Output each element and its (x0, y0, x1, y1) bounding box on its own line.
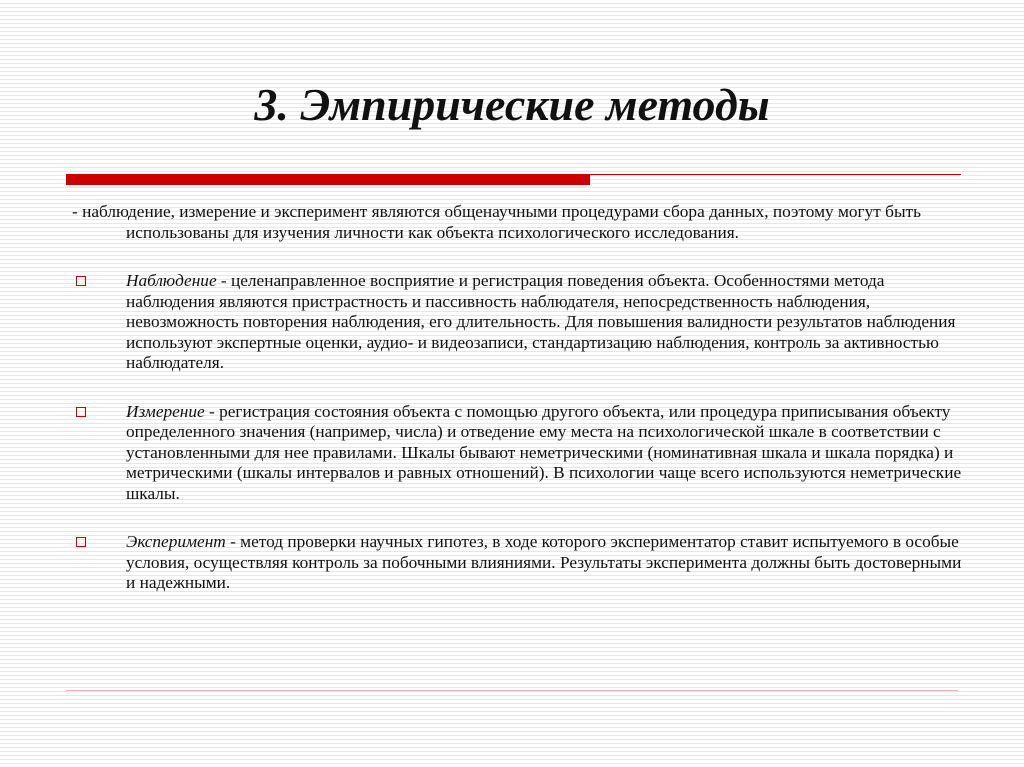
bullet-text: - целенаправленное восприятие и регистрация поведения объекта. Особенностями метода наблюдения являются пристрастность и пассивность наблюдателя, непосредственность наблюдения, невозможность повторения наблюдения, его длительность. Для повышения валидности результатов наблюдения используют экспертные оценки, аудио- и видеозаписи, стандартизацию наблюдения, контроль за активностью наблюдателя. (126, 271, 956, 372)
square-bullet-icon (76, 407, 86, 417)
bullet-term: Эксперимент (126, 532, 226, 551)
bullet-observation (72, 271, 962, 374)
intro-paragraph: - наблюдение, измерение и эксперимент являются общенаучными процедурами сбора данных, поэтому могут быть использованы для изучения личности как объекта психологического исследования. (72, 202, 921, 242)
title-underline-bar (66, 175, 590, 185)
bullet-term: Наблюдение (126, 271, 217, 290)
slide-title: 3. Эмпирические методы (254, 79, 770, 130)
square-bullet-icon (76, 276, 86, 286)
bullet-text: - регистрация состояния объекта с помощью другого объекта, или процедура приписывания объекту определенного значения (например, числа) и отведение ему места на психологической шкале в соответствии с установленными для нее правилами. Шкалы бывают неметрическими (номинативная шкала и шкала порядка) и метрическими (шкалы интервалов и равных отношений). В психологии чаще всего используются неметрические шкалы. (126, 401, 962, 503)
bullet-text: - метод проверки научных гипотез, в ходе которого экспериментатор ставит испытуемого в особые условия, осуществляя контроль за побочными влияниями. Результаты эксперимента должны быть достоверными и надежными. (126, 532, 962, 592)
bullet-experiment (72, 532, 962, 594)
bullet-term: Измерение (126, 401, 205, 421)
bullet-measurement (72, 402, 962, 505)
slide-content (72, 202, 962, 622)
square-bullet-icon (76, 537, 86, 547)
footer-rule (66, 690, 958, 691)
